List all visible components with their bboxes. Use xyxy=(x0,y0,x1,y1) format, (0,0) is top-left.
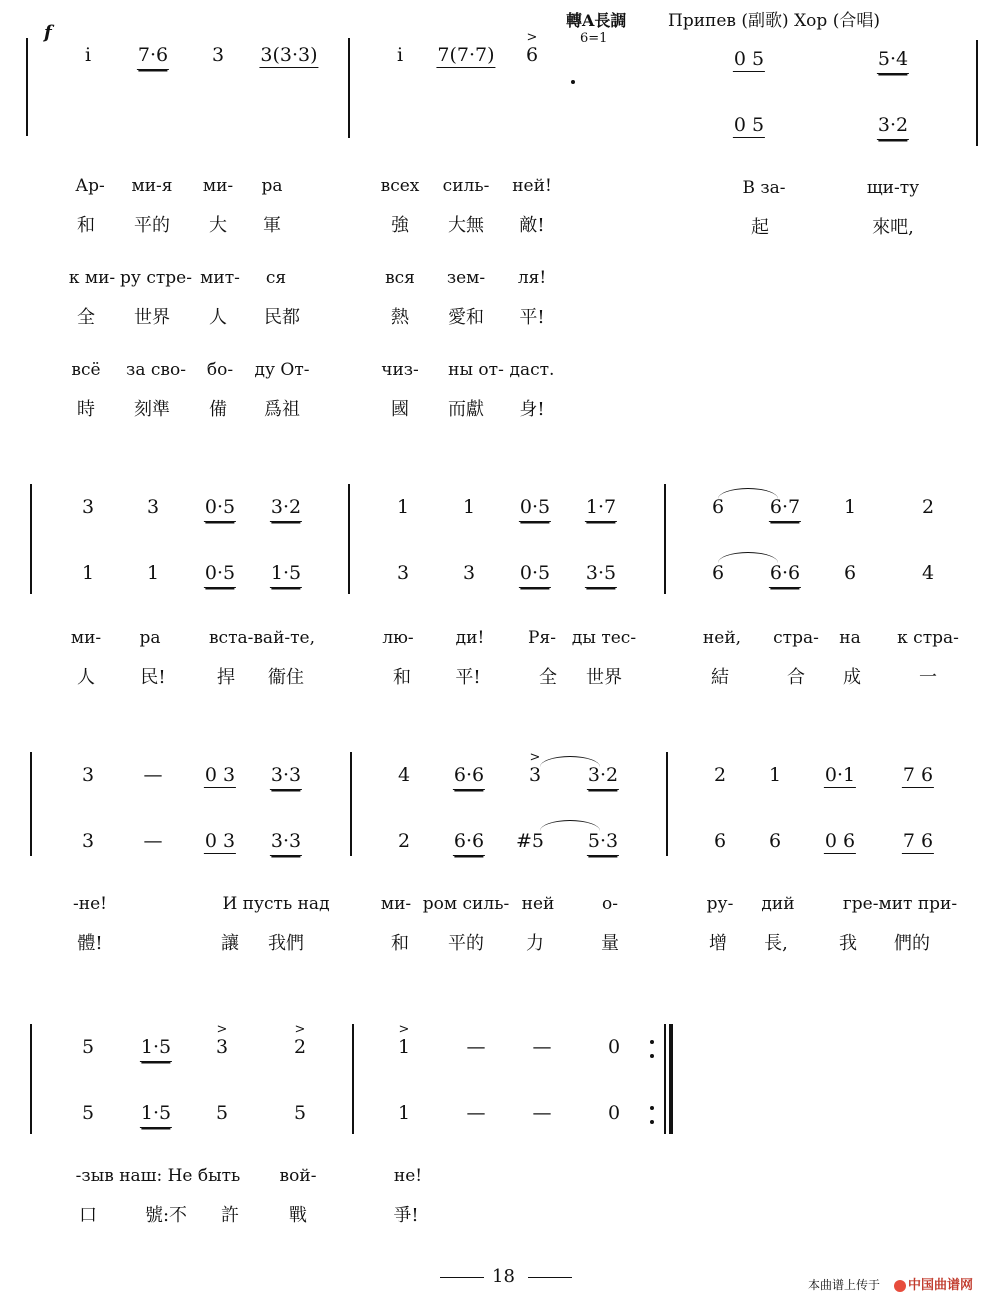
lyric: 爭! xyxy=(393,1205,419,1226)
note: 2 xyxy=(921,496,935,518)
lyric: 我 xyxy=(839,933,857,954)
barline xyxy=(666,752,668,856)
note: 3·5 xyxy=(585,562,617,588)
note: 6 xyxy=(843,562,857,584)
lyric: гре-мит при- xyxy=(842,894,958,914)
barline xyxy=(352,1024,354,1134)
lyric: 和 xyxy=(391,933,409,954)
lyric: мит- xyxy=(200,268,240,288)
lyric: чиз- xyxy=(381,360,419,380)
lyric: вой- xyxy=(279,1166,317,1186)
lyric: 增 xyxy=(709,933,727,954)
note: 6 xyxy=(525,44,539,66)
lyric: не! xyxy=(393,1166,423,1186)
lyric: вся xyxy=(385,268,415,288)
lyric: В за- xyxy=(742,178,786,198)
lyric: на xyxy=(839,628,861,648)
key-change-label: 轉A長調 xyxy=(566,11,627,30)
note: 6 xyxy=(711,496,725,518)
accent-mark: > xyxy=(294,1022,306,1037)
lyric: 許 xyxy=(221,1205,239,1226)
note: 1 xyxy=(843,496,857,518)
barline xyxy=(30,1024,32,1134)
barline xyxy=(350,752,352,856)
lyric: ней, xyxy=(702,628,742,648)
note: 6 xyxy=(711,562,725,584)
lyric: Ар- xyxy=(75,176,105,196)
note: 4 xyxy=(397,764,411,786)
lyric: ся xyxy=(265,268,287,288)
note: 0 5 xyxy=(733,48,765,70)
lyric: 爲祖 xyxy=(264,399,300,420)
lyric: -зыв наш: Не быть xyxy=(75,1166,241,1186)
note: 3 xyxy=(396,562,410,584)
lyric: стра- xyxy=(773,628,819,648)
refrain-label: Припев (副歌) Хор (合唱) xyxy=(668,11,880,31)
lyric: ми-я xyxy=(131,176,173,196)
lyric: ра xyxy=(261,176,283,196)
note: 4 xyxy=(921,562,935,584)
accent-mark: > xyxy=(526,30,538,45)
lyric: 全 xyxy=(539,667,557,688)
lyric: 結 xyxy=(711,667,729,688)
note: — xyxy=(466,1102,486,1124)
repeat-dot xyxy=(650,1120,654,1124)
lyric: 全 xyxy=(77,307,95,328)
lyric: ру- xyxy=(706,894,734,914)
note: 5 xyxy=(293,1102,307,1124)
lyric: Ря- xyxy=(528,628,556,648)
lyric: ней xyxy=(521,894,555,914)
note: 1 xyxy=(768,764,782,786)
lyric: 而獻 xyxy=(448,399,484,420)
lyric: 敵! xyxy=(519,215,545,236)
lyric: всех xyxy=(380,176,420,196)
note: 1·7 xyxy=(585,496,617,522)
lyric: 時 xyxy=(77,399,95,420)
lyric: 我們 xyxy=(268,933,304,954)
lyric: бо- xyxy=(206,360,234,380)
note: 6·6 xyxy=(453,764,485,790)
repeat-dot xyxy=(650,1040,654,1044)
lyric: 平! xyxy=(455,667,481,688)
note: 6·6 xyxy=(453,830,485,856)
accent-mark: > xyxy=(216,1022,228,1037)
note: 6·7 xyxy=(769,496,801,522)
note: 3·2 xyxy=(587,764,619,790)
lyric: ру стре- xyxy=(120,268,192,288)
lyric: 身! xyxy=(519,399,545,420)
lyric: ней! xyxy=(512,176,552,196)
lyric: силь- xyxy=(442,176,490,196)
lyric: 起 xyxy=(751,217,769,238)
lyric: 強 xyxy=(391,215,409,236)
barline xyxy=(30,752,32,856)
lyric: 大 xyxy=(209,215,227,236)
note: — xyxy=(143,764,163,786)
note: 6·6 xyxy=(769,562,801,588)
lyric: ди! xyxy=(455,628,485,648)
lyric: ми- xyxy=(70,628,102,648)
lyric: 大無 xyxy=(448,215,484,236)
lyric: 平的 xyxy=(134,215,170,236)
page-number-rule xyxy=(440,1277,484,1278)
note: 1 xyxy=(146,562,160,584)
lyric: лю- xyxy=(382,628,414,648)
lyric: всё xyxy=(71,360,101,380)
note: #5 xyxy=(515,830,545,852)
lyric: 們的 xyxy=(894,933,930,954)
note: 3 xyxy=(215,1036,229,1058)
note: 0 xyxy=(607,1102,621,1124)
lyric: -не! xyxy=(73,894,107,914)
note: 1·5 xyxy=(140,1102,172,1128)
dynamic-marking: f xyxy=(44,22,52,43)
lyric: 民都 xyxy=(264,307,300,328)
lyric: ми- xyxy=(380,894,412,914)
lyric: 平! xyxy=(519,307,545,328)
dot xyxy=(571,80,575,84)
note: 6 xyxy=(713,830,727,852)
note: 0 5 xyxy=(733,114,765,136)
lyric: 長, xyxy=(764,933,788,954)
lyric: 和 xyxy=(77,215,95,236)
note: 3·3 xyxy=(270,764,302,790)
note: 0 3 xyxy=(204,764,236,786)
lyric: к ми- xyxy=(68,268,116,288)
lyric: 人 xyxy=(77,667,95,688)
repeat-dot xyxy=(650,1054,654,1058)
barline xyxy=(976,40,978,146)
note: 3·2 xyxy=(270,496,302,522)
note: 7(7·7) xyxy=(437,44,495,66)
lyric: ны от- xyxy=(448,360,504,380)
lyric: 世界 xyxy=(586,667,622,688)
lyric: ми- xyxy=(202,176,234,196)
lyric: 捍 xyxy=(217,667,235,688)
lyric: 讓 xyxy=(221,933,239,954)
lyric: 民! xyxy=(140,667,166,688)
barline xyxy=(664,484,666,594)
note: 7·6 xyxy=(137,44,169,70)
note: 3(3·3) xyxy=(260,44,318,66)
page-number: 18 xyxy=(492,1266,515,1287)
note: 3 xyxy=(211,44,225,66)
note: i xyxy=(396,44,404,66)
barline xyxy=(348,484,350,594)
lyric: даст. xyxy=(509,360,555,380)
note: 5 xyxy=(81,1102,95,1124)
note: 0·1 xyxy=(824,764,856,786)
note: 5 xyxy=(215,1102,229,1124)
note: 3 xyxy=(81,764,95,786)
note: 2 xyxy=(397,830,411,852)
lyric: 量 xyxy=(601,933,619,954)
lyric: зем- xyxy=(446,268,486,288)
note: i xyxy=(84,44,92,66)
lyric: 一 xyxy=(919,667,937,688)
note: 1 xyxy=(396,496,410,518)
lyric: дий xyxy=(761,894,795,914)
note: 0 xyxy=(607,1036,621,1058)
page-number-rule xyxy=(528,1277,572,1278)
note: 1 xyxy=(397,1102,411,1124)
accent-mark: > xyxy=(398,1022,410,1037)
note: 1·5 xyxy=(140,1036,172,1062)
note: 0 6 xyxy=(824,830,856,852)
note: 7 6 xyxy=(902,764,934,786)
note: 5 xyxy=(81,1036,95,1058)
barline xyxy=(664,1024,666,1134)
note: 0·5 xyxy=(519,496,551,522)
lyric: 平的 xyxy=(448,933,484,954)
note: 5·3 xyxy=(587,830,619,856)
lyric: 人 xyxy=(209,307,227,328)
lyric: 力 xyxy=(526,933,544,954)
repeat-end-barline xyxy=(669,1024,673,1134)
lyric: 來吧, xyxy=(872,217,914,238)
note: 3 xyxy=(528,764,542,786)
note: 6 xyxy=(768,830,782,852)
note: 0·5 xyxy=(519,562,551,588)
lyric: 體! xyxy=(77,933,103,954)
note: — xyxy=(532,1102,552,1124)
lyric: 戰 xyxy=(289,1205,307,1226)
lyric: 熱 xyxy=(391,307,409,328)
lyric: ля! xyxy=(517,268,547,288)
lyric: 軍 xyxy=(263,215,281,236)
note: 1·5 xyxy=(270,562,302,588)
lyric: 合 xyxy=(787,667,805,688)
accent-mark: > xyxy=(529,750,541,765)
note: 0 3 xyxy=(204,830,236,852)
lyric: 備 xyxy=(209,399,227,420)
barline xyxy=(26,38,28,136)
note: 5·4 xyxy=(877,48,909,74)
note: 3 xyxy=(462,562,476,584)
lyric: 愛和 xyxy=(448,307,484,328)
note: 1 xyxy=(81,562,95,584)
lyric: щи-ту xyxy=(866,178,920,198)
barline xyxy=(348,38,350,138)
lyric: 號:不 xyxy=(144,1205,188,1226)
repeat-dot xyxy=(650,1106,654,1110)
lyric: 世界 xyxy=(134,307,170,328)
lyric: вста-вай-те, xyxy=(208,628,316,648)
note: 1 xyxy=(462,496,476,518)
key-signature: 6=1 xyxy=(580,31,608,46)
lyric: 成 xyxy=(843,667,861,688)
note: 2 xyxy=(293,1036,307,1058)
barline xyxy=(30,484,32,594)
note: 3 xyxy=(81,496,95,518)
lyric: о- xyxy=(602,894,618,914)
lyric: 和 xyxy=(393,667,411,688)
note: 3 xyxy=(81,830,95,852)
lyric: 衞住 xyxy=(268,667,304,688)
note: — xyxy=(143,830,163,852)
lyric: ду От- xyxy=(254,360,310,380)
lyric: 刻準 xyxy=(134,399,170,420)
upload-note: 本曲谱上传于 xyxy=(808,1278,881,1292)
note: 3·2 xyxy=(877,114,909,140)
note: 3·3 xyxy=(270,830,302,856)
note: — xyxy=(466,1036,486,1058)
lyric: 國 xyxy=(391,399,409,420)
note: — xyxy=(532,1036,552,1058)
lyric: к стра- xyxy=(897,628,959,648)
note: 3 xyxy=(146,496,160,518)
lyric: 口 xyxy=(79,1205,97,1226)
music-note-icon xyxy=(894,1280,906,1292)
lyric: И пусть над xyxy=(222,894,330,914)
site-watermark-logo: 中国曲谱网 xyxy=(894,1274,973,1293)
note: 7 6 xyxy=(902,830,934,852)
note: 0·5 xyxy=(204,496,236,522)
lyric: ра xyxy=(139,628,161,648)
lyric: ды тес- xyxy=(571,628,637,648)
note: 0·5 xyxy=(204,562,236,588)
lyric: ром силь- xyxy=(422,894,510,914)
lyric: за сво- xyxy=(126,360,186,380)
note: 2 xyxy=(713,764,727,786)
note: 1 xyxy=(397,1036,411,1058)
